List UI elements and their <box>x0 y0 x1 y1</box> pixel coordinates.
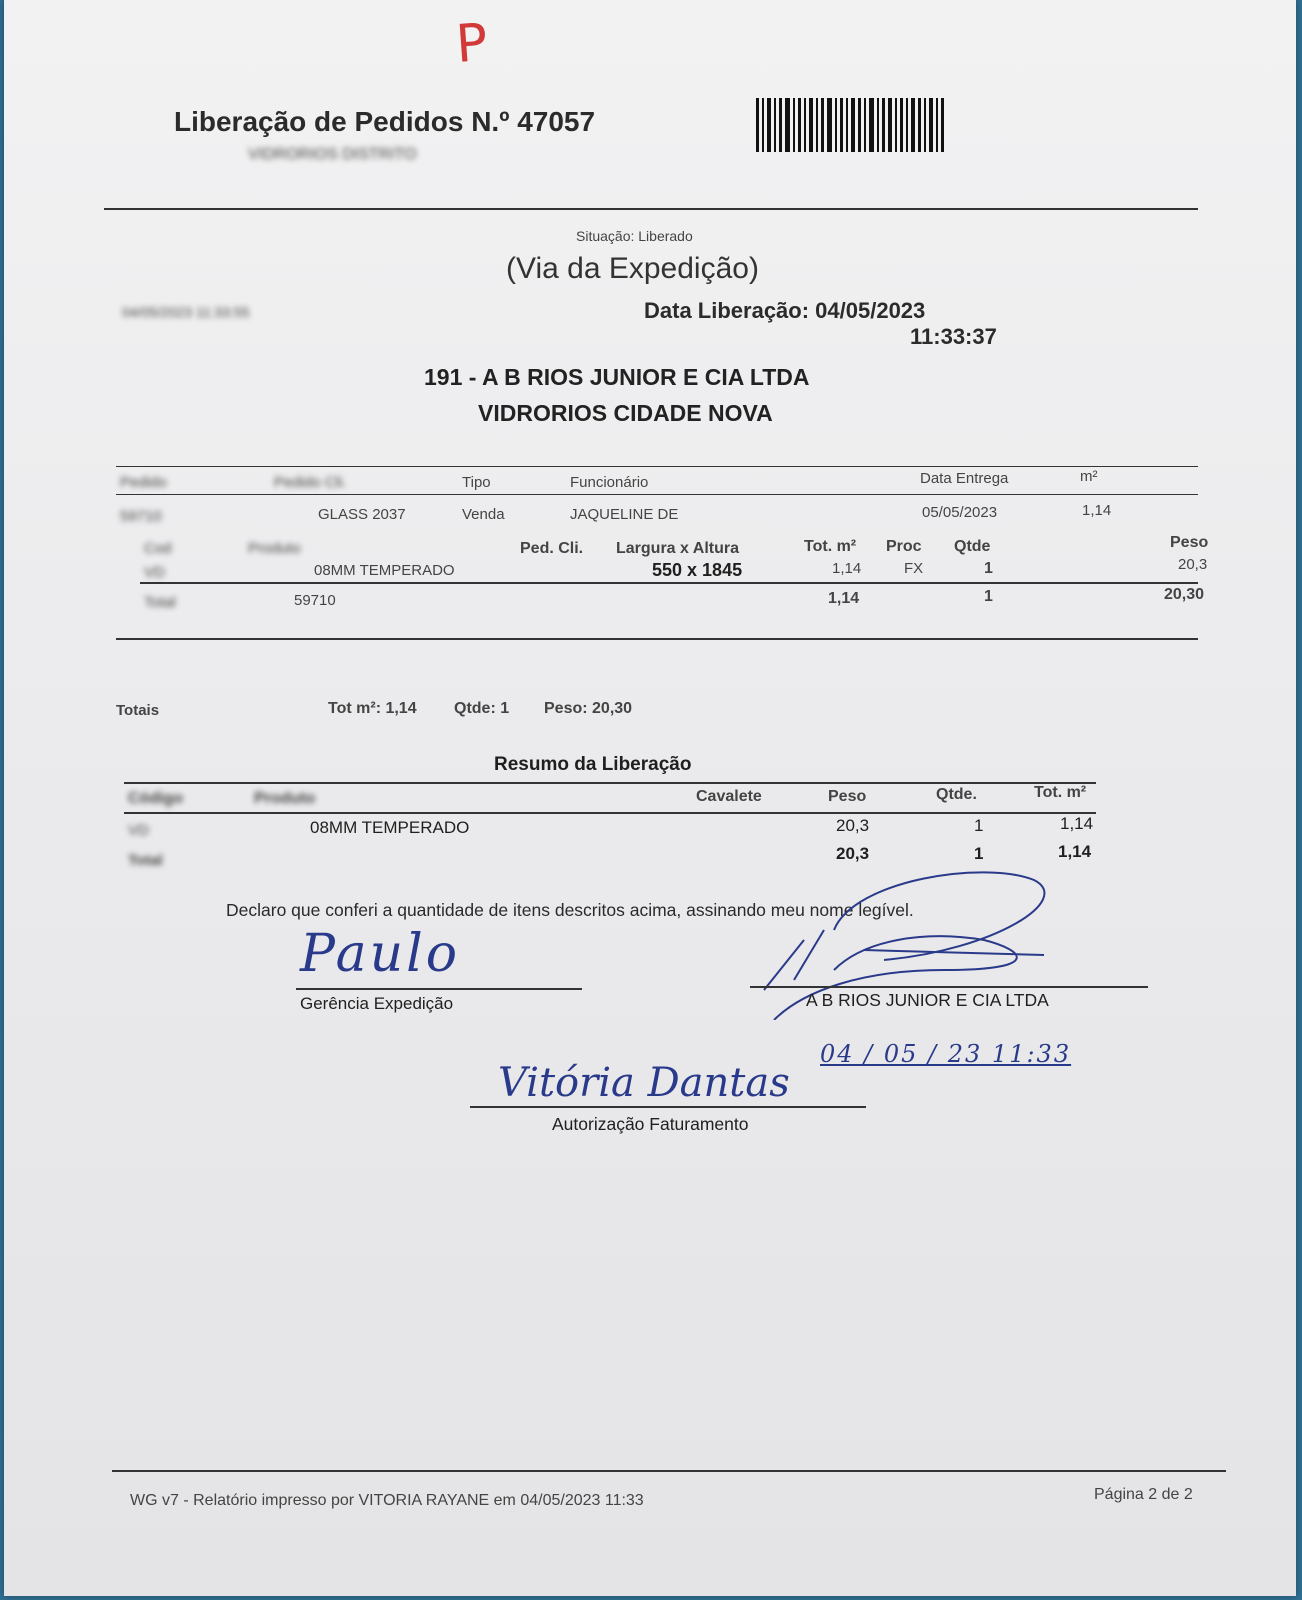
release-date: Data Liberação: 04/05/2023 <box>644 298 926 323</box>
header-divider <box>104 208 1198 210</box>
signature-label-left: Gerência Expedição <box>300 994 454 1013</box>
resumo-total-qtde: 1 <box>974 844 984 863</box>
col-header-largura-altura: Largura x Altura <box>616 540 739 557</box>
item-dims: 550 x 1845 <box>652 560 743 580</box>
document-subtitle: VIDRORIOS DISTRITO <box>248 146 417 163</box>
barcode <box>756 98 947 152</box>
resumo-total-label: Total <box>128 852 163 869</box>
handwritten-date: 04 / 05 / 23 11:33 <box>820 1040 1072 1068</box>
col-header-produto: Produto <box>248 540 301 557</box>
item-peso: 20,3 <box>1178 556 1208 573</box>
print-date: 04/05/2023 11:33:55 <box>122 304 250 320</box>
item-tot-m2: 1,14 <box>832 560 862 577</box>
client-branch: VIDRORIOS CIDADE NOVA <box>478 400 773 426</box>
order-funcionario: JAQUELINE DE <box>570 506 679 523</box>
item-cod: VD <box>144 564 165 581</box>
resumo-row-peso: 20,3 <box>836 816 870 835</box>
col-header-peso: Peso <box>1170 534 1209 551</box>
resumo-total-peso: 20,3 <box>836 844 870 863</box>
resumo-col-peso: Peso <box>828 788 867 805</box>
signature-faturamento: Vitória Dantas <box>498 1060 790 1106</box>
col-header-pedido-cli: Pedido Cli. <box>274 474 347 491</box>
item-total-qtde: 1 <box>984 588 993 605</box>
col-header-data-entrega: Data Entrega <box>920 470 1009 487</box>
col-header-m2: m² <box>1080 468 1098 485</box>
col-header-proc: Proc <box>886 538 922 555</box>
order-pedido-cli: GLASS 2037 <box>318 506 406 523</box>
release-time: 11:33:37 <box>910 324 997 349</box>
signature-line-right <box>750 986 1148 988</box>
resumo-title: Resumo da Liberação <box>494 754 692 775</box>
order-m2: 1,14 <box>1082 502 1112 519</box>
item-proc: FX <box>904 560 924 577</box>
resumo-col-codigo: Código <box>128 790 184 807</box>
order-table-bottom-line <box>116 638 1198 640</box>
signature-label-bottom: Autorização Faturamento <box>552 1114 749 1134</box>
resumo-col-tot-m2: Tot. m² <box>1034 784 1087 801</box>
totals-m2: Tot m²: 1,14 <box>328 700 417 717</box>
order-table-top-line <box>116 466 1198 467</box>
item-produto: 08MM TEMPERADO <box>314 562 455 579</box>
item-total-m2: 1,14 <box>828 590 860 607</box>
col-header-pedido: Pedido <box>120 474 167 491</box>
document-title: Liberação de Pedidos N.º 47057 <box>174 106 596 137</box>
item-total-line <box>140 582 1198 584</box>
resumo-col-cavalete: Cavalete <box>696 788 762 805</box>
col-header-cod: Cod <box>144 540 172 557</box>
client-name: 191 - A B RIOS JUNIOR E CIA LTDA <box>424 364 810 390</box>
footer-page-number: Página 2 de 2 <box>1094 1486 1193 1503</box>
col-header-ped-cli: Ped. Cli. <box>520 540 584 557</box>
document-page <box>4 0 1296 1596</box>
resumo-row-produto: 08MM TEMPERADO <box>310 818 470 837</box>
item-total-label: Total <box>144 594 176 611</box>
order-data-entrega: 05/05/2023 <box>922 504 998 521</box>
declaration-text: Declaro que conferi a quantidade de itens descritos acima, assinando meu nome legível. <box>226 900 914 920</box>
resumo-total-tot-m2: 1,14 <box>1058 842 1092 861</box>
item-total-ref: 59710 <box>294 592 336 609</box>
resumo-header-line <box>124 812 1096 814</box>
order-tipo: Venda <box>462 506 505 523</box>
copy-label: (Via da Expedição) <box>506 252 759 285</box>
signature-label-right: A B RIOS JUNIOR E CIA LTDA <box>806 990 1049 1010</box>
corner-mark: P <box>453 12 490 76</box>
resumo-top-line <box>124 782 1096 784</box>
col-header-qtde: Qtde <box>954 538 991 555</box>
item-qtde: 1 <box>984 560 993 577</box>
signature-expedicao: Paulo <box>300 924 461 984</box>
col-header-funcionario: Funcionário <box>570 474 649 491</box>
order-pedido: 59710 <box>120 508 162 525</box>
order-table-header-line <box>116 494 1198 495</box>
footer-divider <box>112 1470 1226 1472</box>
resumo-row-qtde: 1 <box>974 816 984 835</box>
signature-line-bottom <box>470 1106 866 1108</box>
totals-peso: Peso: 20,30 <box>544 700 633 717</box>
col-header-tipo: Tipo <box>462 474 491 491</box>
item-total-peso: 20,30 <box>1164 586 1205 603</box>
resumo-col-produto: Produto <box>254 790 316 807</box>
signature-line-left <box>296 988 582 990</box>
col-header-tot-m2: Tot. m² <box>804 538 857 555</box>
status-text: Situação: Liberado <box>576 228 693 244</box>
totals-label: Totais <box>116 702 160 719</box>
resumo-row-codigo: VD <box>128 822 149 839</box>
footer-printed-by: WG v7 - Relatório impresso por VITORIA RAYANE em 04/05/2023 11:33 <box>130 1492 644 1509</box>
resumo-row-tot-m2: 1,14 <box>1060 814 1094 833</box>
totals-qtde: Qtde: 1 <box>454 700 510 717</box>
resumo-col-qtde: Qtde. <box>936 786 977 803</box>
